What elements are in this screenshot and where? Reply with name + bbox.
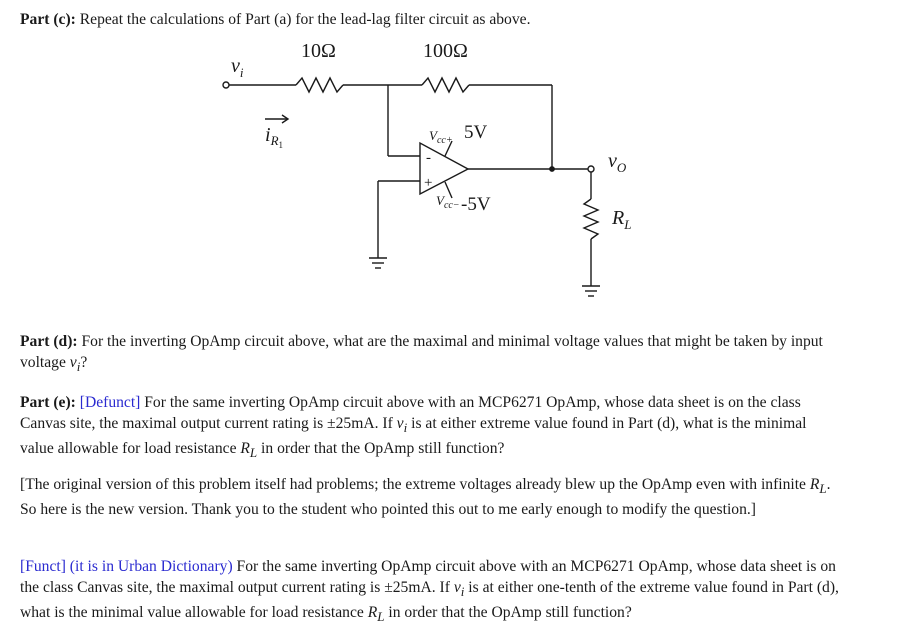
part-e-var1: v xyxy=(396,415,404,432)
funct-tag: [Funct] (it is in Urban Dictionary) xyxy=(20,558,233,575)
funct-var1-sub: i xyxy=(460,584,465,600)
note-text-2: . So here is the new version. Thank you to the student who pointed this out to me early enough to modify the question.] xyxy=(20,476,831,519)
vcc-plus-label: $V_{cc+}$ xyxy=(429,128,453,146)
part-d-label: Part (d): xyxy=(20,333,78,350)
part-e-text-3: in order that the OpAmp still function? xyxy=(257,440,505,458)
ground-symbol-left xyxy=(369,258,387,268)
vcc-minus-wire xyxy=(445,182,452,198)
part-d-var: v xyxy=(69,354,77,371)
part-e-var2-sub: L xyxy=(249,445,258,461)
part-c-text: Repeat the calculations of Part (a) for the lead-lag filter circuit as above. xyxy=(75,11,531,28)
circuit-diagram xyxy=(0,0,902,320)
load-resistor xyxy=(584,199,598,239)
funct-var2-sub: L xyxy=(377,609,385,625)
funct-var2: R xyxy=(367,604,378,622)
vcc-minus-label: $V_{cc-}$ xyxy=(436,193,460,211)
part-e-var1-sub: i xyxy=(403,420,408,436)
funct-text-3: in order that the OpAmp still function? xyxy=(384,604,632,622)
vi-label: $v_i$ xyxy=(231,55,244,80)
part-e-label: Part (e): xyxy=(20,394,76,411)
part-e-text-1: For the same inverting OpAmp circuit above with an MCP6271 OpAmp, whose data sheet is on the class Canvas site, the maximal output current rating is ±25mA. If xyxy=(20,394,801,432)
part-e-text-2: is at either extreme value found in Part (d), what is the minimal value allowable for load resistance xyxy=(20,415,807,458)
vcc-minus-value: -5V xyxy=(461,194,491,215)
part-d-var-sub: i xyxy=(76,359,81,375)
rl-label: $R_L$ xyxy=(612,207,632,232)
note-paragraph xyxy=(20,474,842,520)
note-var: R xyxy=(809,476,820,493)
r1-label: 10Ω xyxy=(301,40,336,62)
output-terminal xyxy=(588,166,594,172)
vcc-plus-value: 5V xyxy=(464,122,488,143)
funct-var1: v xyxy=(453,579,461,596)
output-node-dot xyxy=(550,167,554,171)
part-e-var2: R xyxy=(240,440,250,458)
part-d-paragraph xyxy=(20,331,842,377)
ir-label: $i_R1$ xyxy=(265,124,284,150)
funct-paragraph xyxy=(20,556,842,627)
part-d-text: For the inverting OpAmp circuit above, what are the maximal and minimal voltage values that might be taken by input voltage xyxy=(20,333,823,371)
defunct-tag: [Defunct] xyxy=(79,394,141,411)
ground-symbol-right xyxy=(582,286,600,296)
r1-resistor xyxy=(296,78,343,92)
note-text-1: [The original version of this problem itself had problems; the extreme voltages already blew up the OpAmp even with infinite xyxy=(20,476,810,493)
funct-text-1: For the same inverting OpAmp circuit above with an MCP6271 OpAmp, whose data sheet is on the class Canvas site, the maximal output current rating is ±25mA. If xyxy=(20,558,836,596)
r2-resistor xyxy=(422,78,469,92)
part-c-label: Part (c): xyxy=(20,11,76,28)
input-terminal xyxy=(223,82,229,88)
part-e-paragraph xyxy=(20,392,842,463)
opamp-minus-sign: - xyxy=(426,150,431,166)
opamp-plus-sign: + xyxy=(424,175,433,191)
vo-label: $v_O$ xyxy=(608,150,627,175)
part-d-text-end: ? xyxy=(80,354,88,371)
funct-text-2: is at either one-tenth of the extreme value found in Part (d), what is the minimal value allowable for load resistance xyxy=(20,579,839,622)
note-var-sub: L xyxy=(819,481,827,497)
r2-label: 100Ω xyxy=(423,40,468,62)
